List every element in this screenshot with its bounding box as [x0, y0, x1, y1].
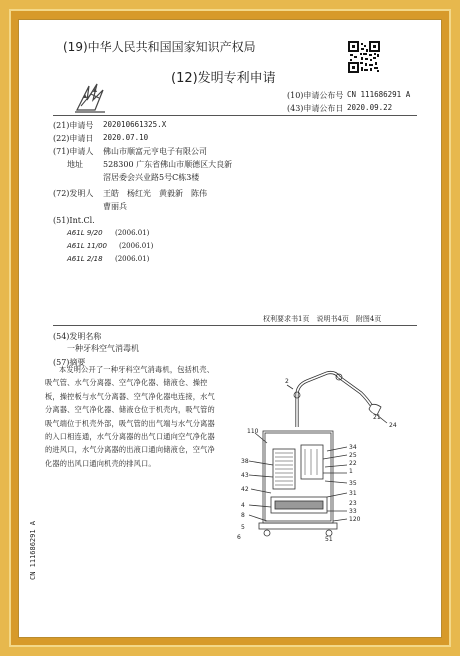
label-5: 5: [241, 524, 245, 531]
label-1: 1: [349, 468, 353, 475]
title-label: (54)发明名称: [53, 332, 102, 341]
header-divider: [53, 115, 417, 116]
ipc-code-3: A61L 2/18: [67, 255, 103, 263]
label-35: 35: [349, 480, 357, 487]
pub-date-label: (43)申请公布日: [287, 104, 344, 113]
office-line: (19)中华人民共和国国家知识产权局: [63, 40, 256, 54]
label-42: 42: [241, 486, 249, 493]
abstract-label: (57)摘要: [53, 358, 86, 367]
invention-title: 一种牙科空气消毒机: [67, 344, 139, 353]
qr-code-icon: [348, 41, 380, 73]
patent-figure: [227, 365, 427, 545]
abstract-text: 本发明公开了一种牙科空气消毒机，包括机壳、吸气管、水气分离器、空气净化器、储液仓、操控板，操控板与水气分离器、空气净化器电连接，水气分离器、空气净化器、储液仓位于机壳内，吸气管的吸气端位于机壳外部，吸气管的出气端与水气分离器的入口相连通，水气分离器的出气口通向空气净化器的进风口，水气分离器的出液口通向储液仓，空气净化器的出风口通向机壳的排风口。: [45, 365, 215, 468]
label-22: 22: [349, 460, 357, 467]
inventors-line-2: 曹丽兵: [103, 202, 127, 211]
label-2: 2: [285, 378, 289, 385]
label-34: 34: [349, 444, 357, 451]
filing-date: 2020.07.10: [103, 133, 149, 142]
label-24: 24: [389, 422, 397, 429]
applicant: 佛山市顺富元亨电子有限公司: [103, 147, 207, 156]
pub-date: 2020.09.22: [347, 103, 393, 112]
label-25: 25: [349, 452, 357, 459]
ipc-version-1: (2006.01): [115, 229, 150, 237]
app-no: 202010661325.X: [103, 120, 167, 129]
ipc-version-2: (2006.01): [119, 242, 154, 250]
label-38: 38: [241, 458, 249, 465]
address-line-2: 滘居委会兴业路5号C栋3楼: [103, 173, 200, 182]
app-no-label: (21)申请号: [53, 121, 94, 130]
inventors-label: (72)发明人: [53, 189, 94, 198]
filing-date-label: (22)申请日: [53, 134, 94, 143]
cnipa-emblem-icon: [71, 76, 111, 116]
label-8: 8: [241, 512, 245, 519]
page-counts: 权利要求书1页 说明书4页 附图4页: [263, 315, 382, 323]
address-line-1: 528300 广东省佛山市顺德区大良新: [103, 160, 233, 169]
label-120: 120: [349, 516, 361, 523]
side-pub-code: CN 111686291 A: [29, 520, 37, 580]
patent-page: [18, 19, 442, 638]
inventors-line-1: 王皓 杨红光 黄毅新 陈伟: [103, 189, 207, 198]
label-33: 33: [349, 508, 357, 515]
label-21: 21: [373, 414, 381, 421]
label-4: 4: [241, 502, 245, 509]
applicant-label: (71)申请人: [53, 147, 94, 156]
label-51: 51: [325, 536, 333, 543]
ipc-label: (51)Int.Cl.: [53, 216, 95, 225]
label-23: 23: [349, 500, 357, 507]
address-label: 地址: [67, 160, 83, 169]
abstract-divider: [53, 325, 417, 326]
pub-no-label: (10)申请公布号: [287, 91, 344, 100]
label-6: 6: [237, 534, 241, 541]
label-31: 31: [349, 490, 357, 497]
document-type: (12)发明专利申请: [171, 71, 276, 86]
label-43: 43: [241, 472, 249, 479]
pub-no: CN 111686291 A: [347, 90, 411, 99]
label-110: 110: [247, 428, 259, 435]
ipc-code-1: A61L 9/20: [67, 229, 103, 237]
ipc-code-2: A61L 11/00: [67, 242, 107, 250]
ipc-version-3: (2006.01): [115, 255, 150, 263]
